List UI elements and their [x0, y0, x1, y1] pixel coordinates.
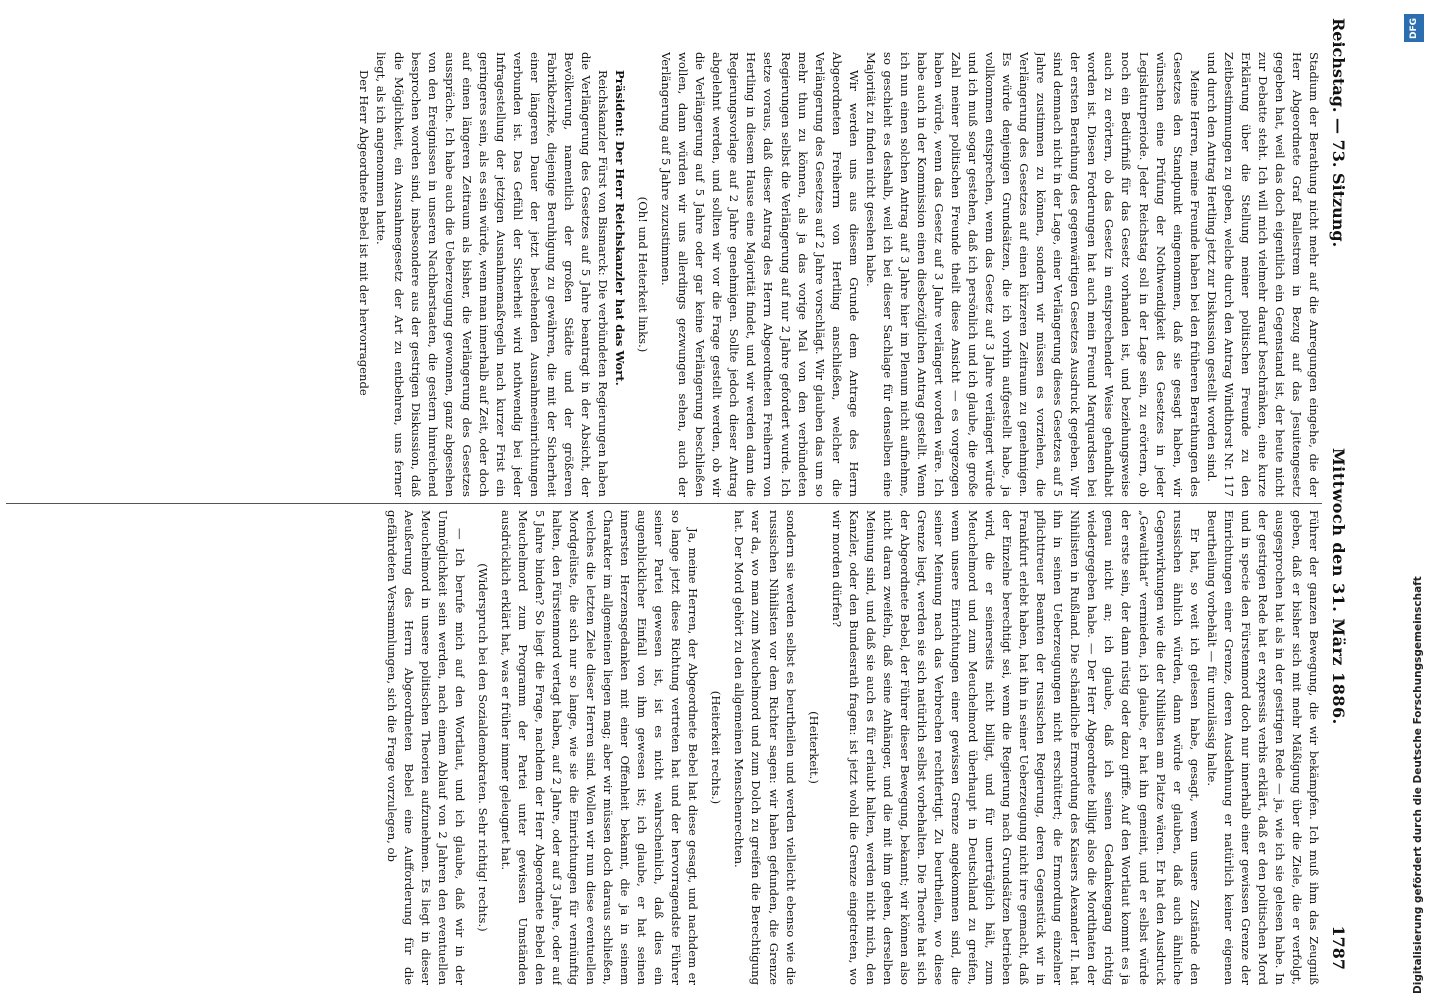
digitization-credit-text: Digitalisierung gefördert durch die Deutsche Forschungsgemeinschaft — [1412, 576, 1424, 994]
paragraph: sondern sie werden selbst es beurtheilen und werden vielleicht ebenso wie die russischen Nihilisten vor dem Richter sagen: wir haben gefunden, die Grenze war da, wo man zum Meuchelmord und zum Dolch zu greifen die Berechtigung hat. Der Mord gehört zu den allgemeinen Menschenrechten. — [732, 510, 798, 985]
paragraph: Stadium der Berathung nicht mehr auf die Anregungen eingehe, die der Herr Abgeordnete Graf Ballestrem in Bezug auf das Jesuitengesetz gegeben hat, weil das doch eigentlich ein Gegenstand ist, der heute nicht zur Debatte steht. Ich will mich vielmehr darauf beschränken, eine kurze Erklärung über die Stellung meiner politischen Freunde zu den Zeitbestimmungen zu geben, welche durch den Antrag Windthorst Nr. 117 und durch den Antrag Hertling jetzt zur Diskussion gestellt worden sind. — [1204, 52, 1321, 497]
paragraph: Reichskanzler Fürst von Bismarck: Die verbündeten Regierungen haben die Verlängerung des Gesetzes auf 5 Jahre beantragt in der Absicht, der Bevölkerung, namentlich der großen Städte und der größeren Fabrikbezirke, diejenige Beruhigung zu gewähren, die mit der Sicherheit einer längeren Dauer der jetzt bestehenden Ausnahmeeinrichtungen verbunden ist. Das Gefühl der Sicherheit wird nothwendig bei jeder Infragestellung der jetzigen Ausnahmemaßregeln nach kurzer Frist ein geringeres sein, als es sein würde, wenn man innerhalb auf Zeit, oder doch auf einen längeren Zeitraum als bisher, die Verlängerung des Gesetzes ausspräche. Ich habe auch die Ueberzeugung gewonnen, ganz abgesehen von den Ereignissen in unseren Nachbarstaaten, die gestern hinreichend besprochen worden sind, insbesondere aus der gestrigen Diskussion, daß die Möglichkeit, ein Ausnahmegesetz der Art zu entbehren, uns ferner liegt, als ich angenommen hatte. — [374, 52, 611, 497]
page-header — [1328, 18, 1350, 970]
paragraph: Der Herr Abgeordnete Bebel ist mit der hervorragende — [357, 70, 372, 396]
interjection: (Heiterkeit.) — [806, 711, 821, 784]
header-left: Reichstag. — 73. Sitzung. — [1329, 18, 1349, 248]
header-date: Mittwoch den 31. März 1886. — [1329, 447, 1349, 725]
paragraph: — Ich berufe mich auf den Wortlaut, und ich glaube, daß wir in der Unmöglichkeit sein werden, nach einem Ablauf von 2 Jahren den eventuellen Meuchelmord in unsere politischen Theorien aufzunehmen. Es liegt in dieser Aeußerung des Herrn Abgeordneten Bebel eine Aufforderung für die gefährdeten Versammlungen, sich die Frage vorzulegen, ob — [384, 510, 467, 985]
paragraph: Meine Herren, meine Freunde haben bei den früheren Berathungen des Gesetzes den Standpunkt eingenommen, daß sie gesagt haben, wir wünschen eine Prüfung der Nothwendigkeit des Gesetzes in jeder Legislaturperiode. Jeder Reichstag soll in der Lage sein, zu erörtern, ob noch ein Bedürfniß für das Gesetz vorhanden ist, und beziehungsweise auch zu erörtern, ob das Gesetz in entsprechender Weise gehandhabt worden ist. Diesen Forderungen hat auch mein Freund Marquardsen bei der ersten Berathung des gegenwärtigen Gesetzes Ausdruck gegeben. Wir sind demnach nicht in der Lage, einer Verlängerung dieses Gesetzes auf 5 Jahre zustimmen zu können, sondern wir müssen es vorziehen, die Verlängerung des Gesetzes auf einen kürzeren Zeitraum zu genehmigen. Es würde denjenigen Grundsätzen, die ich vorhin aufgestellt habe, ja vollkommen entsprechen, wenn das Gesetz auf 3 Jahre verlängert würde und ich muß sogar gestehen, daß ich persönlich und ich glaube, die große Zahl meiner politischen Freunde theilt diese Ansicht — es vorgezogen haben würde, wenn das Gesetz auf 3 Jahre verlängert worden wäre. Ich habe auch in der Kommission einen diesbezüglichen Antrag gestellt. Wenn ich nun einen solchen Antrag auf 3 Jahre hier im Plenum nicht aufnehme, so geschieht es deshalb, weil ich bei dieser Sachlage für denselben eine Majorität zu finden nicht gesehen habe. — [863, 52, 1202, 497]
interjection: (Oh! und Heiterkeit links.) — [636, 196, 651, 353]
dfg-logo: DFG — [1404, 14, 1424, 42]
interjection: (Heiterkeit rechts.) — [709, 690, 724, 805]
interjection: (Widerspruch bei den Sozialdemokraten. Sehr richtig! rechts.) — [475, 563, 490, 932]
paragraph: Führer der ganzen Bewegung, die wir bekämpfen. Ich muß ihm das Zeugniß geben, daß er bisher sich mit mehr Mäßigung über die Ziele, die er verfolgt, ausgesprochen hat als in der gestrigen Rede — ja, wie ich sie gelesen habe. In der gestrigen Rede hat er expressis verbis erklärt, daß er den politischen Mord und in specie den Fürstenmord doch nur innerhalb einer gewissen Grenze der Einrichtungen einer Grenze, deren Ausdehnung er natürlich keiner eigenen Beurtheilung vorbehält — für unzulässig halte. — [1204, 510, 1321, 985]
paragraph: Wir werden uns aus diesem Grunde dem Antrage des Herrn Abgeordneten Freiherrn von Hertling anschließen, welcher die Verlängerung des Gesetzes auf 2 Jahre vorschlägt. Wir glauben das um so mehr thun zu können, als ja das vorige Mal von den verbündeten Regierungen selbst die Verlängerung auf nur 2 Jahre gefordert wurde. Ich setze voraus, daß dieser Antrag des Herrn Abgeordneten Freiherrn von Hertling in diesem Hause eine Majorität findet, und wir werden dann die Regierungsvorlage auf 2 Jahre genehmigen. Sollte jedoch dieser Antrag abgelehnt werden, und sollten wir vor die Frage gestellt werden, ob wir die Verlängerung auf 5 Jahre oder gar keine Verlängerung beschließen wollen, dann würden wir uns allerdings gezwungen sehen, auch der Verlängerung auf 5 Jahre zuzustimmen. — [659, 52, 861, 497]
text-column-right — [6, 510, 1322, 985]
paragraph: Ja, meine Herren, der Abgeordnete Bebel hat diese gesagt, und nachdem er so lange jetzt diese Richtung vertreten hat und der hervorragendste Führer seiner Partei gewesen ist, ist es nicht wahrscheinlich, daß dies ein augenblicklicher Einfall von ihm gewesen ist; ich glaube, er hat seinen innersten Herzensgedanken mit einer Offenheit bekannt, die ja in seinem Charakter im allgemeinen liegen mag; aber wir müssen doch daraus schließen, welches die letzten Ziele dieser Herren sind. Wollen wir nun diese eventuellen Mordgelüste, die sich nur so lange, wie sie die Einrichtungen für vernünftig halten, den Fürstenmord vertagt haben, auf 2 Jahre, oder auf 3 Jahre, oder auf 5 Jahre binden? So liegt die Frage, nachdem der Herr Abgeordnete Bebel den Meuchelmord zum Programm der Partei unter gewissen Umständen ausdrücklich erklärt hat, was er früher immer geleugnet hat. — [498, 510, 701, 985]
text-column-left — [6, 52, 1322, 497]
digitization-credit — [1408, 8, 1428, 998]
page-number: 1787 — [1329, 925, 1349, 970]
paragraph: Er hat, so weit ich gelesen habe, gesagt, wenn unsere Zustände den russischen ähnlich würden, dann würde er glauben, daß auch ähnliche Gegenwirkungen wie die der Nihilisten am Platze wären. Er hat den Ausdruck „Gewaltthat“ vermieden, ich glaube, er hat ihn gemeint, und er selbst würde der erste sein, der dann rüstig oder dazu griffe. Auf den Wortlaut kommt es ja genau nicht an; ich glaube, daß ich seinen Gedankengang richtig wiedergegeben habe. — Der Herr Abgeordnete billigt also die Mordthaten der Nihilisten in Rußland. Die schändliche Ermordung des Kaisers Alexander II. hat ihn in seinen Ueberzeugungen nicht erschüttert; die Ermordung einzelner pflichttreuer Beamten der russischen Regierung, deren Gegenstück wir in Frankfurt erlebt haben, hat ihn in seiner Ueberzeugung nicht irre gemacht, daß der Einzelne berechtigt sei, wenn die Regierung nach Grundsätzen betrieben wird, die er seinerseits nicht billigt, und für unerträglich hält, zum Meuchelmord und zum Meuchelmord überhaupt in Deutschland zu greifen, wenn unsere Einrichtungen einer gewissen Grenze angekommen sind, die seiner Meinung nach das Verbrechen rechtfertigt. Zu beurtheilen, wo diese Grenze liegt, werden sie sich natürlich selbst vorbehalten. Die Theorie hat sich der Abgeordnete Bebel, der Führer dieser Bewegung, bekannt; wir können also nicht daran zweifeln, daß seine Anhänger, und die mit ihm gehen, derselben Meinung sind, und daß sie auch es für erlaubt halten, werden nicht mich, den Kanzler, oder den Bundesrath fragen: ist jetzt wohl die Grenze eingetreten, wo wir morden dürfen? — [829, 510, 1202, 985]
speaker-line: Präsident: Der Herr Reichskanzler hat das Wort. — [613, 70, 628, 386]
column-divider — [6, 503, 1322, 504]
